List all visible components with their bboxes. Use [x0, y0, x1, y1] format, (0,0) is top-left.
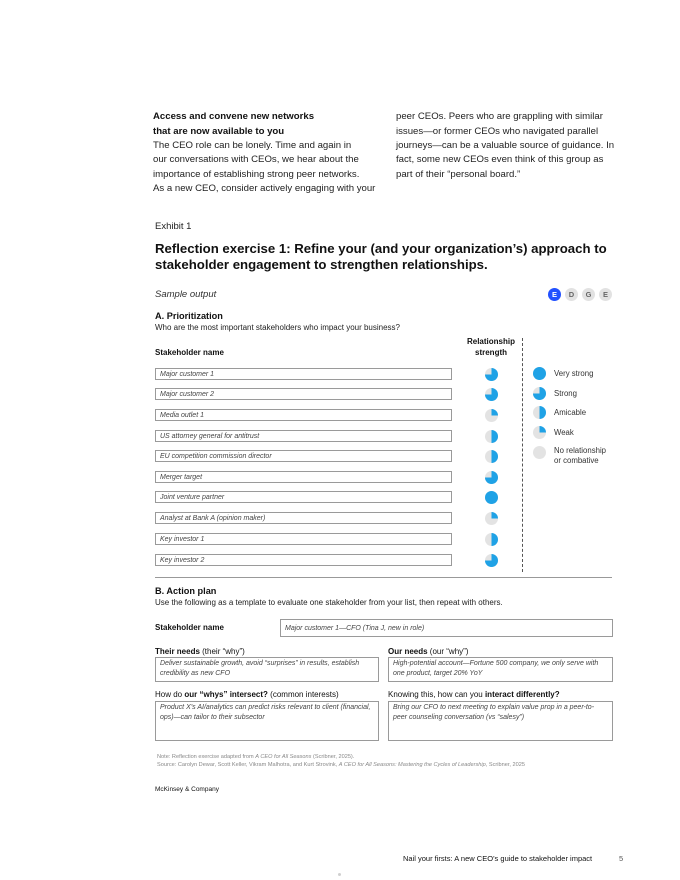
badge-g: G: [582, 288, 595, 301]
intro-heading-line-2: that are now available to you: [153, 126, 285, 137]
intro-left-line-3: importance of establishing strong peer networks.: [153, 169, 360, 180]
stakeholder-input[interactable]: Key investor 2: [155, 554, 452, 566]
interact-label: [388, 690, 560, 699]
pie-fill: [540, 406, 547, 419]
pie-fill: [540, 426, 547, 433]
section-a-title: A. Prioritization: [155, 311, 223, 321]
intro-right-line-4: fact, some new CEOs even think of this group as: [396, 154, 604, 165]
legend-amicable: Amicable: [554, 408, 587, 417]
strength-pie[interactable]: [485, 491, 498, 504]
strength-pie[interactable]: [485, 554, 498, 567]
stakeholder-input[interactable]: Merger target: [155, 471, 452, 483]
intro-left-line-2: our conversations with CEOs, we hear about the: [153, 154, 359, 165]
strength-pie[interactable]: [485, 388, 498, 401]
our-needs-label-rest: (our “why”): [427, 647, 469, 656]
note-line: [157, 753, 354, 761]
strength-pie[interactable]: [485, 471, 498, 484]
strength-pie[interactable]: [485, 368, 498, 381]
strength-pie[interactable]: [485, 430, 498, 443]
brand-name: McKinsey & Company: [155, 786, 219, 793]
section-b-title: B. Action plan: [155, 586, 217, 596]
pie-fill: [492, 533, 499, 546]
stakeholder-input[interactable]: Major customer 2: [155, 388, 452, 400]
section-a-subtitle: Who are the most important stakeholders who impact your business?: [155, 323, 401, 332]
legend-weak: Weak: [554, 428, 574, 437]
source-line: [157, 761, 525, 769]
intersect-label-post: (common interests): [267, 690, 339, 699]
their-needs-label-bold: Their needs: [155, 647, 200, 656]
interact-label-pre: Knowing this, how can you: [388, 690, 485, 699]
sample-output-label: Sample output: [155, 289, 217, 300]
source-post: , Scribner, 2025: [485, 762, 525, 768]
legend-amicable-icon: [533, 406, 546, 419]
badge-d: D: [565, 288, 578, 301]
intersect-field[interactable]: Product X’s AI/analytics can predict risks relevant to client (financial, ops)—can tailor to their subsector: [155, 701, 379, 741]
legend-strong: Strong: [554, 389, 577, 398]
intersect-label: [155, 690, 339, 699]
intro-right-line-2: issues—or former CEOs who navigated parallel: [396, 126, 599, 137]
strength-pie[interactable]: [485, 512, 498, 525]
strength-pie[interactable]: [485, 450, 498, 463]
col-relationship-line-2: strength: [475, 348, 507, 357]
stakeholder-input[interactable]: Major customer 1: [155, 368, 452, 380]
legend-no-relationship-line-2: or combative: [554, 456, 599, 465]
legend-very-strong-icon: [533, 367, 546, 380]
legend-divider: [522, 338, 523, 572]
their-needs-field[interactable]: Deliver sustainable growth, avoid “surprises” in results, establish credibility as new CFO: [155, 657, 379, 682]
our-needs-field[interactable]: High-potential account—Fortune 500 company, we only serve with one product, target 20% YoY: [388, 657, 613, 682]
footer-doc-title: Nail your firsts: A new CEO’s guide to stakeholder impact: [403, 854, 593, 863]
section-b-subtitle: Use the following as a template to evaluate one stakeholder from your list, then repeat with others.: [155, 598, 503, 607]
exhibit-title-line-1: Reflection exercise 1: Refine your (and your organization’s) approach to: [155, 241, 607, 256]
source-pre: Source: Carolyn Dewar, Scott Keller, Vikram Malhotra, and Kurt Strovink,: [157, 762, 339, 768]
pie-fill: [492, 430, 499, 443]
exhibit-label: Exhibit 1: [155, 221, 192, 232]
intro-right-line-3: journeys—can be a valuable source of guidance. In: [396, 140, 615, 151]
stakeholder-name-label: Stakeholder name: [155, 623, 224, 632]
stakeholder-input[interactable]: EU competition commission director: [155, 450, 452, 462]
pie-background: [533, 446, 546, 459]
intro-heading-line-1: Access and convene new networks: [153, 111, 315, 122]
page-number: 5: [619, 854, 624, 863]
our-needs-label: [388, 647, 468, 656]
legend-no-relationship-line-1: No relationship: [554, 446, 607, 455]
pie-fill: [492, 512, 499, 519]
legend-strong-icon: [533, 387, 546, 400]
interact-field[interactable]: Bring our CFO to next meeting to explain value prop in a peer-to-peer counseling conversation (vs “salesy”): [388, 701, 613, 741]
strength-pie[interactable]: [485, 533, 498, 546]
intro-right-line-1: peer CEOs. Peers who are grappling with similar: [396, 111, 603, 122]
stakeholder-input[interactable]: Joint venture partner: [155, 491, 452, 503]
stakeholder-input[interactable]: Key investor 1: [155, 533, 452, 545]
stakeholder-name-field[interactable]: Major customer 1—CFO (Tina J, new in role): [280, 619, 613, 637]
legend-no-relationship-icon: [533, 446, 546, 459]
strength-pie[interactable]: [485, 409, 498, 422]
badge-e-active: E: [548, 288, 561, 301]
note-post: (Scribner, 2025).: [311, 754, 355, 760]
our-needs-label-bold: Our needs: [388, 647, 428, 656]
their-needs-label-rest: (their “why”): [199, 647, 245, 656]
note-pre: Note: Reflection exercise adapted from: [157, 754, 256, 760]
stakeholder-input[interactable]: Media outlet 1: [155, 409, 452, 421]
stakeholder-input[interactable]: US attorney general for antitrust: [155, 430, 452, 442]
pie-fill: [492, 450, 499, 463]
interact-label-bold: interact differently?: [484, 690, 560, 699]
exhibit-title-line-2: stakeholder engagement to strengthen relationships.: [155, 257, 488, 272]
pie-fill: [492, 409, 499, 416]
intro-right-line-5: part of their “personal board.”: [396, 169, 521, 180]
intersect-label-pre: How do: [155, 690, 185, 699]
source-italic: A CEO for All Seasons: Mastering the Cycles of Leadership: [338, 762, 486, 768]
note-italic: A CEO for All Seasons: [255, 754, 312, 760]
legend-very-strong: Very strong: [554, 369, 594, 378]
legend-weak-icon: [533, 426, 546, 439]
pie-fill: [533, 367, 546, 380]
col-relationship-line-1: Relationship: [466, 337, 515, 346]
their-needs-label: [155, 647, 245, 656]
badge-e: E: [599, 288, 612, 301]
stakeholder-input[interactable]: Analyst at Bank A (opinion maker): [155, 512, 452, 524]
section-divider: [155, 577, 612, 578]
col-stakeholder-name: Stakeholder name: [155, 348, 224, 357]
page-dot: [338, 873, 341, 876]
intro-left-line-1: The CEO role can be lonely. Time and again in: [153, 140, 352, 151]
pie-fill: [485, 491, 498, 504]
intro-left-line-4: As a new CEO, consider actively engaging with your: [153, 183, 376, 194]
intersect-label-bold: our “whys” intersect?: [184, 690, 268, 699]
